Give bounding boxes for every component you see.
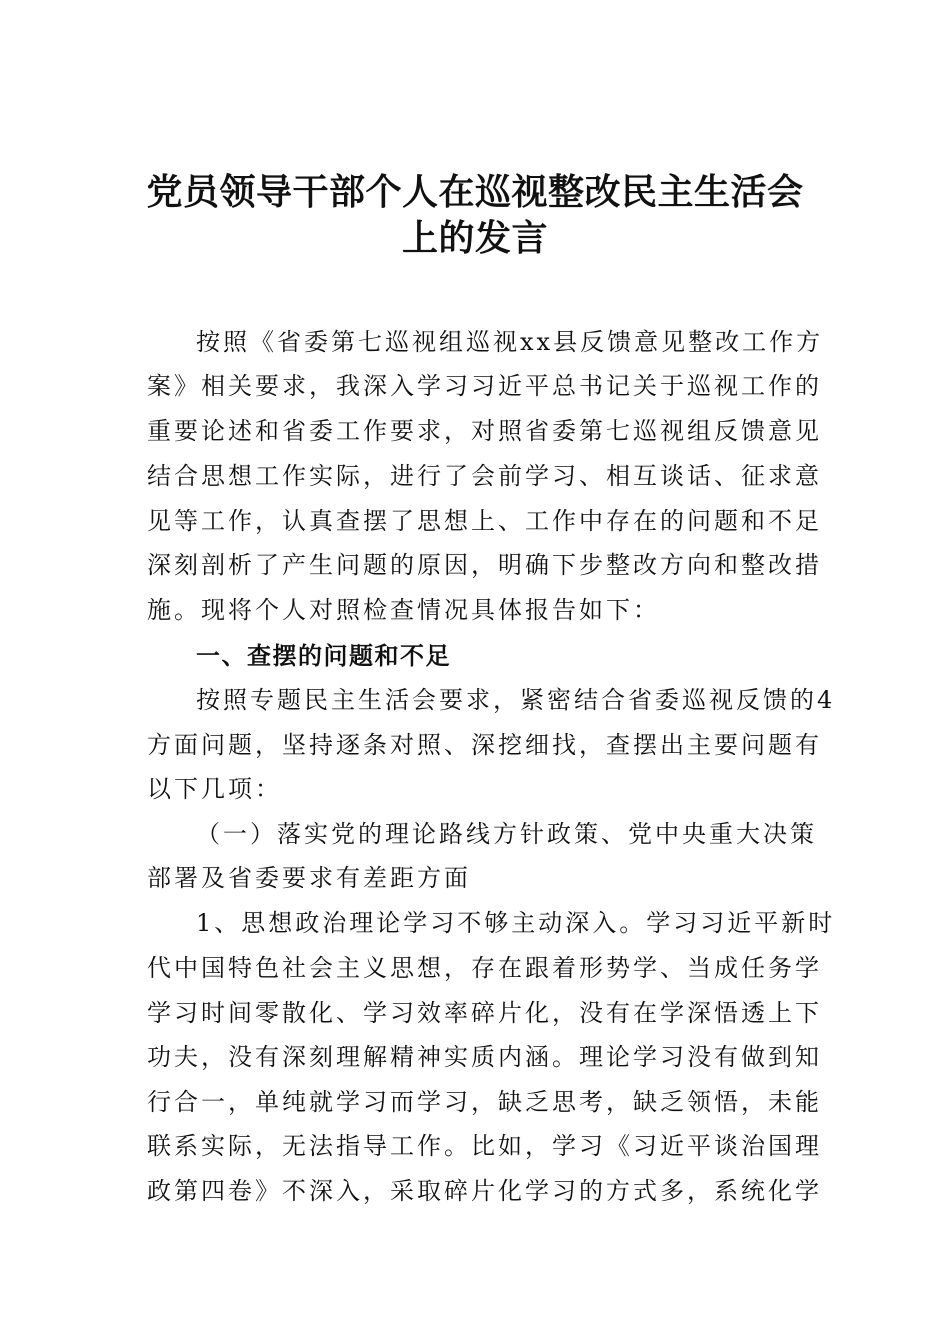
paragraph-line: 以下几项： xyxy=(147,775,282,803)
document-title-line-2: 上的发言 xyxy=(401,218,548,259)
paragraph-line: 方面问题，坚持逐条对照、深挖细找，查摆出主要问题有 xyxy=(147,731,822,759)
paragraph-line: 结合思想工作实际，进行了会前学习、相互谈话、征求意 xyxy=(147,462,822,490)
paragraph-line: 深刻剖析了产生问题的原因，明确下步整改方向和整改措 xyxy=(147,551,822,579)
paragraph-line: 见等工作，认真查摆了思想上、工作中存在的问题和不足 xyxy=(147,507,822,535)
paragraph-line: 重要论述和省委工作要求，对照省委第七巡视组反馈意见 xyxy=(147,417,822,445)
paragraph-line: 按照《省委第七巡视组巡视xx县反馈意见整改工作方 xyxy=(196,328,824,356)
section-heading: 一、查摆的问题和不足 xyxy=(196,642,451,670)
paragraph-line: 施。现将个人对照检查情况具体报告如下： xyxy=(147,596,660,624)
paragraph-line: 代中国特色社会主义思想，存在跟着形势学、当成任务学 xyxy=(147,954,822,982)
paragraph-line: 案》相关要求，我深入学习习近平总书记关于巡视工作的 xyxy=(147,372,822,400)
subsection-heading-line-2: 部署及省委要求有差距方面 xyxy=(147,864,471,892)
paragraph-line: 联系实际，无法指导工作。比如，学习《习近平谈治国理 xyxy=(147,1132,822,1160)
document-title-line-1: 党员领导干部个人在巡视整改民主生活会 xyxy=(146,172,804,213)
paragraph-line: 按照专题民主生活会要求，紧密结合省委巡视反馈的4 xyxy=(196,686,836,714)
paragraph-line: 功夫，没有深刻理解精神实质内涵。理论学习没有做到知 xyxy=(147,1043,822,1071)
paragraph-line: 学习时间零散化、学习效率碎片化，没有在学深悟透上下 xyxy=(147,999,822,1027)
paragraph-line: 行合一，单纯就学习而学习，缺乏思考，缺乏领悟，未能 xyxy=(147,1088,822,1116)
subsection-heading-line-1: （一）落实党的理论路线方针政策、党中央重大决策 xyxy=(196,820,817,848)
paragraph-line: 1、思想政治理论学习不够主动深入。学习习近平新时 xyxy=(196,909,836,937)
paragraph-line: 政第四卷》不深入，采取碎片化学习的方式多，系统化学 xyxy=(147,1177,822,1205)
